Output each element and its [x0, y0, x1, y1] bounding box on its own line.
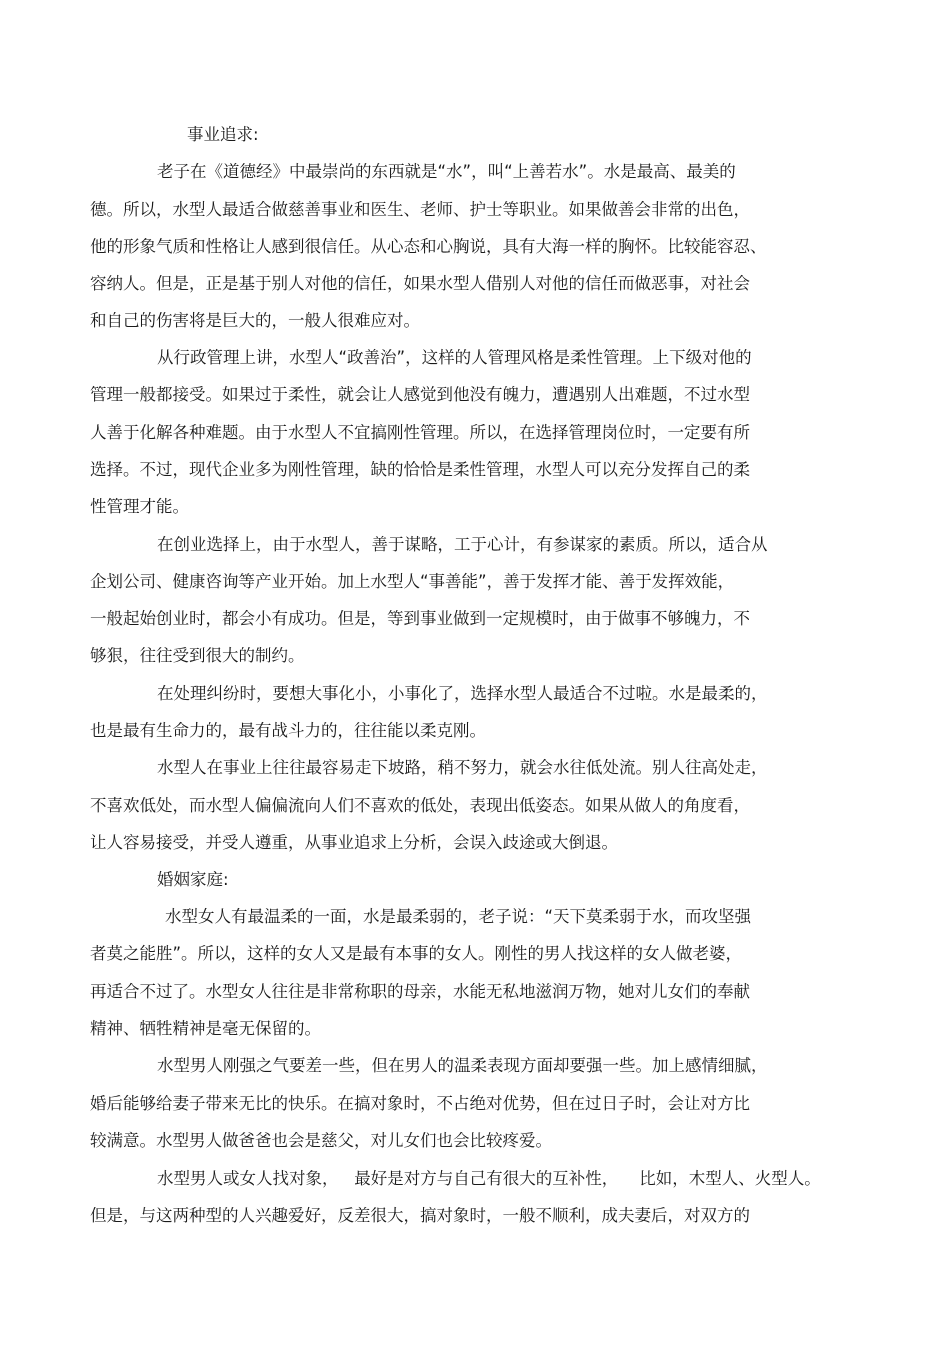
paragraph-line: 水型人在事业上往往最容易走下坡路，稍不努力，就会水往低处流。别人往高处走， — [157, 758, 768, 777]
paragraph-line: 不喜欢低处，而水型人偏偏流向人们不喜欢的低处，表现出低姿态。如果从做人的角度看， — [90, 796, 750, 815]
paragraph-line: 在处理纠纷时，要想大事化小，小事化了，选择水型人最适合不过啦。水是最柔的， — [157, 684, 768, 703]
paragraph-line: 德。所以，水型人最适合做慈善事业和医生、老师、护士等职业。如果做善会非常的出色， — [90, 200, 750, 219]
paragraph-line: 让人容易接受，并受人遵重，从事业追求上分析，会误入歧途或大倒退。 — [90, 833, 618, 852]
paragraph-line: 性管理才能。 — [90, 497, 189, 516]
paragraph-line: 够狠，往往受到很大的制约。 — [90, 646, 305, 665]
paragraph-line: 也是最有生命力的，最有战斗力的，往往能以柔克刚。 — [90, 721, 486, 740]
paragraph-line: 一般起始创业时，都会小有成功。但是，等到事业做到一定规模时，由于做事不够魄力，不 — [90, 609, 750, 628]
paragraph-line: 和自己的伤害将是巨大的，一般人很难应对。 — [90, 311, 420, 330]
paragraph-line: 较满意。水型男人做爸爸也会是慈父，对儿女们也会比较疼爱。 — [90, 1131, 552, 1150]
paragraph-line: 再适合不过了。水型女人往往是非常称职的母亲，水能无私地滋润万物，她对儿女们的奉献 — [90, 982, 750, 1001]
paragraph-line: 水型女人有最温柔的一面，水是最柔弱的，老子说：“天下莫柔弱于水，而攻坚强 — [165, 907, 752, 926]
paragraph-line: 老子在《道德经》中最崇尚的东西就是“水”，叫“上善若水”。水是最高、最美的 — [157, 162, 736, 181]
paragraph-line: 水型男人或女人找对象， 最好是对方与自己有很大的互补性， 比如，木型人、火型人。 — [157, 1169, 821, 1188]
paragraph-line: 选择。不过，现代企业多为刚性管理，缺的恰恰是柔性管理，水型人可以充分发挥自己的柔 — [90, 460, 750, 479]
paragraph-line: 婚后能够给妻子带来无比的快乐。在搞对象时，不占绝对优势，但在过日子时，会让对方比 — [90, 1094, 750, 1113]
paragraph-line: 但是，与这两种型的人兴趣爱好，反差很大，搞对象时，一般不顺利，成夫妻后，对双方的 — [90, 1206, 750, 1225]
section-heading-career: 事业追求: — [187, 125, 259, 144]
paragraph-line: 者莫之能胜”。所以，这样的女人又是最有本事的女人。刚性的男人找这样的女人做老婆， — [90, 944, 743, 963]
paragraph-line: 精神、牺牲精神是毫无保留的。 — [90, 1019, 321, 1038]
paragraph-line: 容纳人。但是，正是基于别人对他的信任，如果水型人借别人对他的信任而做恶事，对社会 — [90, 274, 750, 293]
paragraph-line: 他的形象气质和性格让人感到很信任。从心态和心胸说，具有大海一样的胸怀。比较能容忍、 — [90, 237, 767, 256]
paragraph-line: 在创业选择上，由于水型人，善于谋略，工于心计，有参谋家的素质。所以，适合从 — [157, 535, 768, 554]
paragraph-line: 人善于化解各种难题。由于水型人不宜搞刚性管理。所以，在选择管理岗位时，一定要有所 — [90, 423, 750, 442]
paragraph-line: 企划公司、健康咨询等产业开始。加上水型人“事善能”，善于发挥才能、善于发挥效能， — [90, 572, 735, 591]
section-heading-marriage: 婚姻家庭: — [157, 870, 229, 889]
paragraph-line: 管理一般都接受。如果过于柔性，就会让人感觉到他没有魄力，遭遇别人出难题，不过水型 — [90, 385, 750, 404]
paragraph-line: 从行政管理上讲，水型人“政善治”，这样的人管理风格是柔性管理。上下级对他的 — [157, 348, 752, 367]
paragraph-line: 水型男人刚强之气要差一些，但在男人的温柔表现方面却要强一些。加上感情细腻， — [157, 1056, 768, 1075]
